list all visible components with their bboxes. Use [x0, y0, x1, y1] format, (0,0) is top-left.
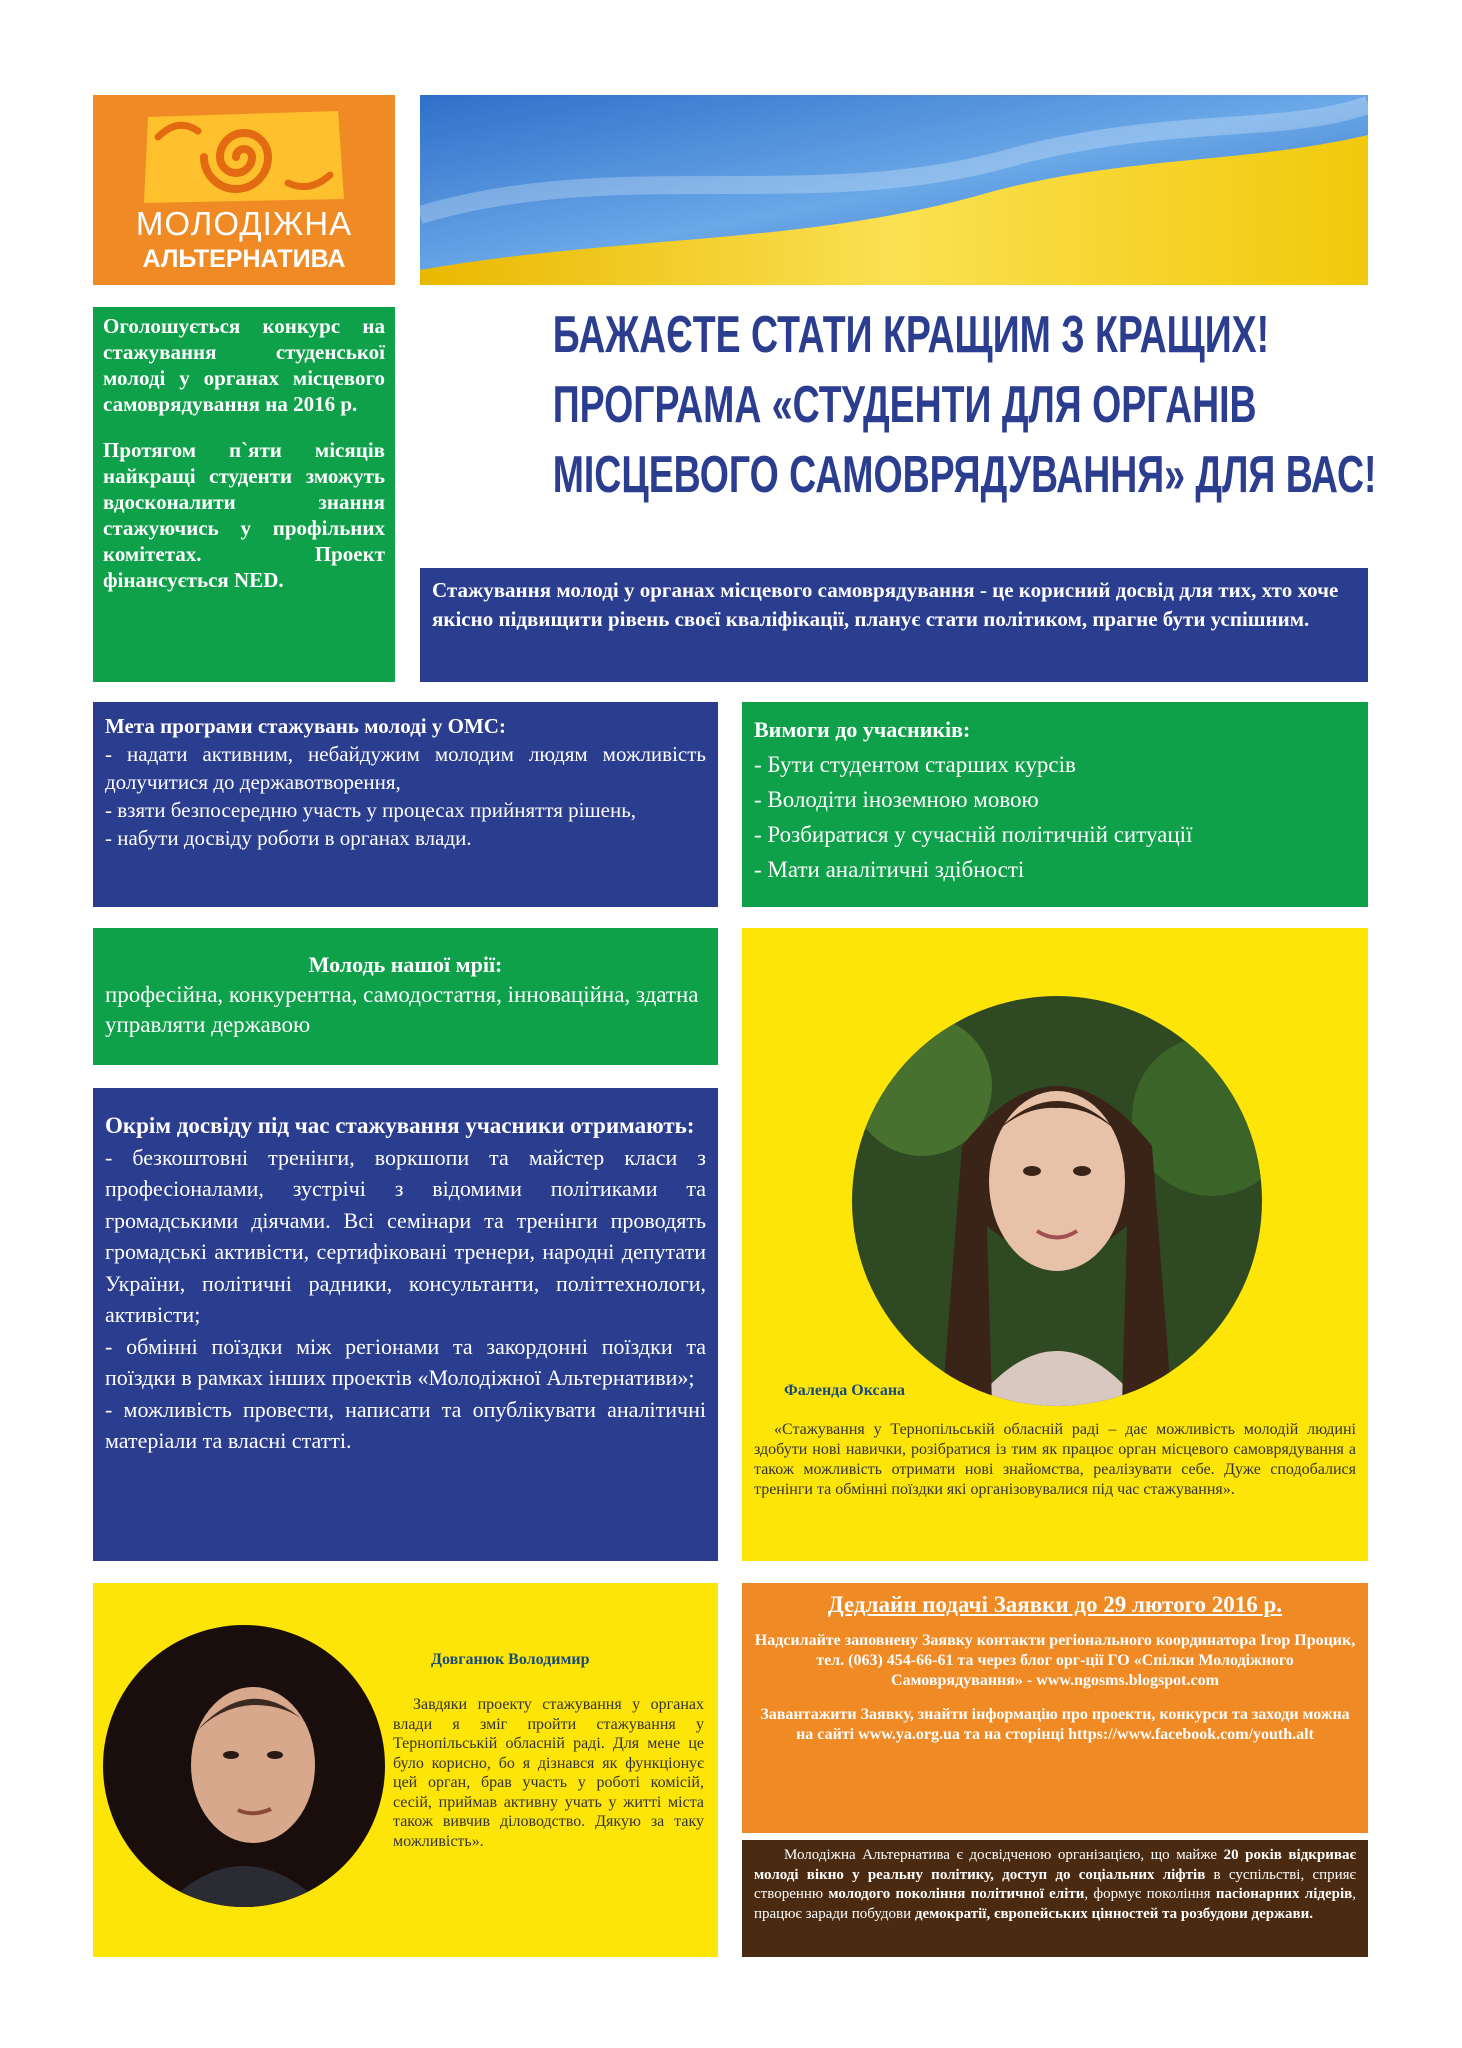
portrait-photo-icon	[852, 996, 1262, 1406]
participant-requirements	[742, 702, 1368, 907]
organization-logo	[93, 95, 395, 285]
requirement-item: - Мати аналітичні здібності	[754, 852, 1356, 887]
headline-line-3: МІСЦЕВОГО САМОВРЯДУВАННЯ» ДЛЯ ВАС!	[552, 446, 1377, 504]
lead-paragraph: Стажування молоді у органах місцевого самоврядування - це корисний досвід для тих, хто хоче якісно підвищити рівень своєї кваліфікації, планує стати політиком, прагне бути успішним.	[420, 568, 1368, 682]
goal-item: - надати активним, небайдужим молодим людям можливість долучитися до державотворення,	[105, 742, 706, 794]
requirement-item: - Розбиратися у сучасній політичній ситуації	[754, 817, 1356, 852]
deadline-title: Дедлайн подачі Заявки до 29 лютого 2016 р.	[827, 1592, 1283, 1617]
program-goals	[93, 702, 718, 907]
goal-item: - набути досвіду роботи в органах влади.	[105, 826, 472, 850]
portrait-photo-icon	[103, 1625, 385, 1907]
benefit-item: - обмінні поїздки між регіонами та закордонні поїздки та поїздки в рамках інших проектів «Молодіжної Альтернативи»;	[105, 1333, 706, 1390]
participant-benefits	[93, 1088, 718, 1561]
benefits-title: Окрім досвіду під час стажування учасники отримають:	[105, 1113, 695, 1138]
requirements-title: Вимоги до учасників:	[754, 717, 971, 742]
dream-text: професійна, конкурентна, самодостатня, інноваційна, здатна управляти державою	[105, 982, 699, 1037]
requirement-item: - Бути студентом старших курсів	[754, 747, 1356, 782]
logo-title: МОЛОДІЖНА	[135, 205, 353, 242]
benefit-item: - безкоштовні тренінги, воркшопи та майстер класи з професіоналами, зустрічі з відомими політиками та громадськими діячами. Всі семінари та тренінги проводять громадські активісти, сертифіковані тренери, народні депутати України, політичні радники, консультанти, політтехнологи, активісти;	[105, 1144, 706, 1327]
intro-paragraph-1: Оголошується конкурс на стажування студенської молоді у органах місцевого самоврядування на 2016 р.	[103, 314, 385, 416]
testimonial-name: Довганюк Володимир	[431, 1651, 590, 1668]
intro-paragraph-2: Протягом п`яти місяців найкращі студенти зможуть вдосконалити знання стажуючись у профільних комітетах. Проект фінансується NED.	[103, 438, 385, 592]
contact-info: Надсилайте заповнену Заявку контакти регіонального координатора Ігор Процик, тел. (063) 454-66-61 та через блог орг-ції ГО «Спілки Молодіжного Самоврядування» - www.ngosms.blogspot.com	[754, 1632, 1356, 1689]
download-info: Завантажити Заявку, знайти інформацію про проекти, конкурси та заходи можна на сайті www.ya.org.ua та на сторінці https://www.facebook.com/youth.alt	[760, 1706, 1350, 1743]
testimonial-1	[742, 928, 1368, 1561]
main-headline	[552, 300, 1377, 540]
testimonial-name: Фаленда Оксана	[784, 1382, 906, 1399]
about-text: , працює заради побудови	[754, 1886, 1356, 1922]
goals-title: Мета програми стажувань молоді у ОМС:	[105, 714, 506, 738]
ukraine-flag-banner	[420, 95, 1368, 285]
requirements-list	[754, 747, 1356, 887]
about-text: , формує покоління	[1084, 1886, 1216, 1902]
goal-item: - взяти безпосередню участь у процесах прийняття рішень,	[105, 798, 637, 822]
dream-title: Молодь нашої мрії:	[308, 952, 503, 977]
about-emphasis: 20 років відкриває молоді вікно у реальну політику, доступ до соціальних ліфтів	[754, 1847, 1356, 1883]
organization-about	[742, 1840, 1368, 1957]
benefit-item: - можливість провести, написати та опублікувати аналітичні матеріали та власні статті.	[105, 1396, 706, 1453]
requirement-item: - Володіти іноземною мовою	[754, 782, 1356, 817]
about-emphasis: молодого покоління політичної еліти	[828, 1886, 1085, 1902]
flag-icon	[420, 95, 1368, 285]
about-emphasis: пасіонарних лідерів	[1215, 1886, 1353, 1902]
spiral-logo-icon	[138, 107, 350, 207]
about-text: в суспільстві, сприяє створенню	[754, 1866, 1356, 1902]
about-emphasis: демократії, європейських цінностей та розбудови держави.	[914, 1905, 1313, 1922]
headline-line-1: БАЖАЄТЕ СТАТИ КРАЩИМ З КРАЩИХ!	[552, 306, 1270, 364]
dream-youth	[93, 928, 718, 1065]
testimonial-2	[93, 1583, 718, 1957]
application-deadline	[742, 1583, 1368, 1833]
logo-subtitle: АЛЬТЕРНАТИВА	[142, 245, 346, 273]
intro-announcement	[93, 307, 395, 682]
testimonial-quote: «Стажування у Тернопільській обласній раді – дає можливість молодій людині здобути нові навички, розібратися із тим як працює орган місцевого самоврядування а також можливість отримати нові знайомства, реалізувати себе. Дуже сподобалися тренінги та обмінні поїздки які організовувалися під час стажування».	[754, 1421, 1356, 1498]
headline-line-2: ПРОГРАМА «СТУДЕНТИ ДЛЯ ОРГАНІВ	[552, 376, 1257, 434]
testimonial-quote: Завдяки проекту стажування у органах влади я зміг пройти стажування у Тернопільській обласній раді. Для мене це було корисно, бо я дізнався як функціонує цей орган, брав участь у роботі комісій, сесій, приймав активну учать у житті міста також вивчив діловодство. Дякую за таку можливість».	[393, 1696, 704, 1850]
about-text: Молодіжна Альтернатива є досвідченою організацією, що майже	[784, 1847, 1224, 1863]
